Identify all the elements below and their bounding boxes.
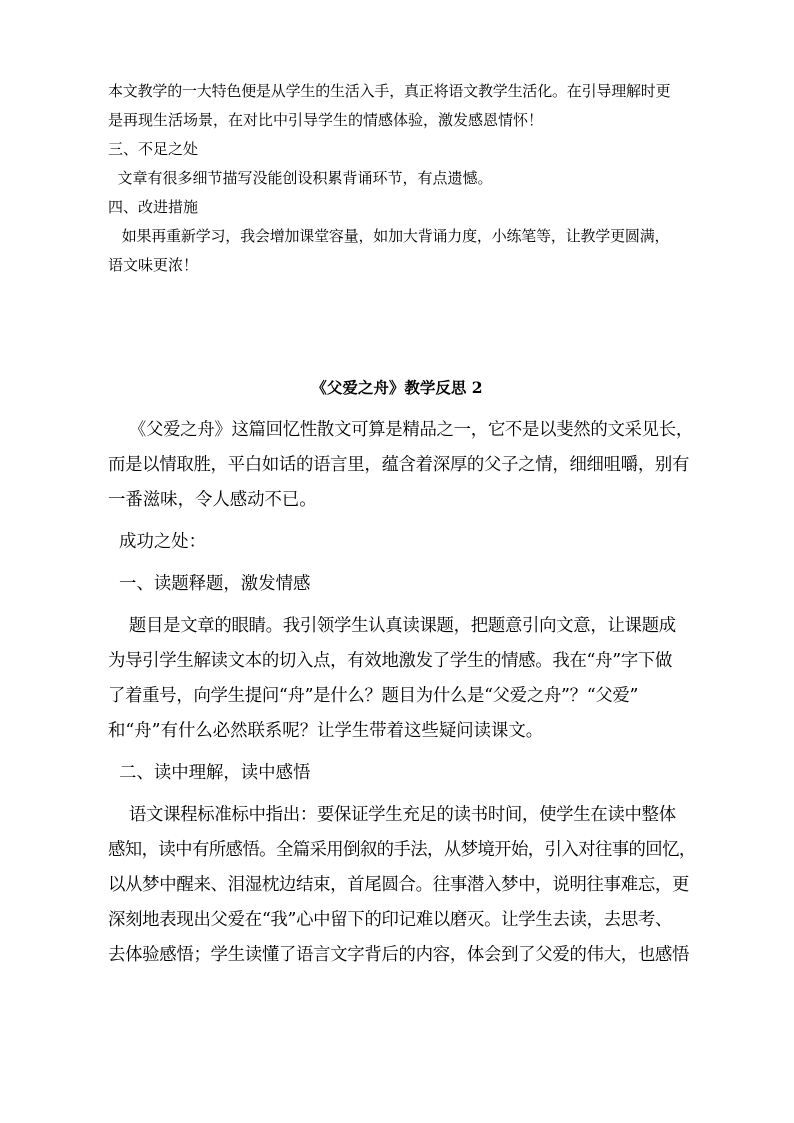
paragraph-line: 一番滋味，令人感动不已。 <box>108 490 317 510</box>
section-heading: 成功之处： <box>108 532 207 552</box>
paragraph-line: 深刻地表现出父爱在“我”心中留下的印记难以磨灭。让学生去读，去思考、 <box>108 910 673 930</box>
paragraph-line: 题目是文章的眼睛。我引领学生认真读课题，把题意引向文意，让课题成 <box>108 616 676 636</box>
section-heading: 三、不足之处 <box>108 140 199 158</box>
paragraph-line: 了着重号，向学生提问“舟”是什么？题目为什么是“父爱之舟”？“父爱” <box>108 686 639 706</box>
paragraph-line: 去体验感悟；学生读懂了语言文字背后的内容，体会到了父爱的伟大，也感悟 <box>108 945 690 965</box>
paragraph-line: 《父爱之舟》这篇回忆性散文可算是精品之一，它不是以斐然的文采见长， <box>108 420 693 440</box>
paragraph-line: 以从梦中醒来、泪湿枕边结束，首尾圆合。往事潜入梦中，说明往事难忘，更 <box>108 875 690 895</box>
section-heading: 四、改进措施 <box>108 198 199 216</box>
paragraph-line: 感知，读中有所感悟。全篇采用倒叙的手法，从梦境开始，引入对往事的回忆， <box>108 840 696 860</box>
paragraph-line: 是再现生活场景，在对比中引导学生的情感体验，激发感恩情怀！ <box>108 111 544 129</box>
paragraph-line: 和“舟”有什么必然联系呢？让学生带着这些疑问读课文。 <box>108 721 544 741</box>
paragraph-line: 为导引学生解读文本的切入点，有效地激发了学生的情感。我在“舟”字下做 <box>108 651 673 671</box>
paragraph-line: 如果再重新学习，我会增加课堂容量，如加大背诵力度，小练笔等，让教学更圆满， <box>108 227 670 245</box>
paragraph-line: 语文课程标准标中指出：要保证学生充足的读书时间，使学生在读中整体 <box>108 805 676 825</box>
paragraph-line: 而是以情取胜，平白如话的语言里，蕴含着深厚的父子之情，细细咀嚼，别有 <box>108 455 690 475</box>
document-title: 《父爱之舟》教学反思 2 <box>311 378 483 397</box>
section-heading: 二、读中理解，读中感悟 <box>108 763 311 783</box>
paragraph-line: 语文味更浓！ <box>108 256 199 274</box>
section-heading: 一、读题释题，激发情感 <box>108 574 311 594</box>
reflection-section-2 <box>108 413 718 973</box>
paragraph-line: 本文教学的一大特色便是从学生的生活入手，真正将语文教学生活化。在引导理解时更 <box>108 82 671 100</box>
reflection-section-1 <box>108 77 718 280</box>
paragraph-line: 文章有很多细节描写没能创设积累背诵环节，有点遗憾。 <box>108 169 493 187</box>
